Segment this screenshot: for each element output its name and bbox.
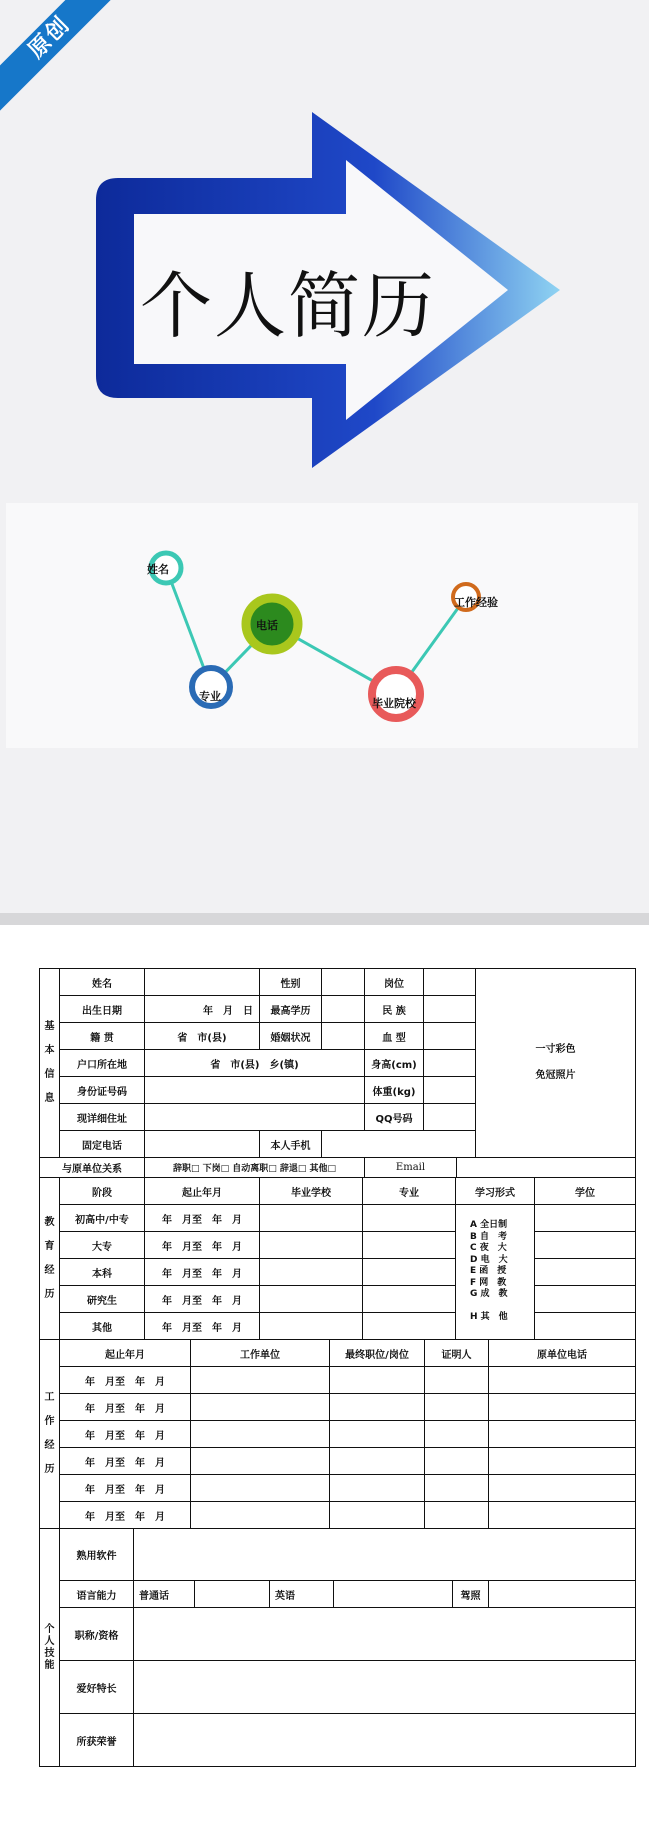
work-phone-4[interactable]	[489, 1448, 636, 1475]
work-title-3[interactable]	[330, 1421, 425, 1448]
bubble-school-label: 毕业院校	[372, 697, 416, 710]
work-header-company: 工作单位	[191, 1340, 330, 1367]
label-education: 最高学历	[260, 996, 322, 1023]
label-native: 籍 贯	[60, 1023, 145, 1050]
work-title-5[interactable]	[330, 1475, 425, 1502]
edu-stage-3: 本科	[60, 1259, 145, 1286]
original-badge: 原创	[0, 0, 128, 116]
work-header-period: 起止年月	[60, 1340, 191, 1367]
bubble-work-label: 工作经验	[454, 596, 498, 609]
work-phone-2[interactable]	[489, 1394, 636, 1421]
label-marital: 婚姻状况	[260, 1023, 322, 1050]
input-honors[interactable]	[134, 1714, 636, 1767]
label-hukou: 户口所在地	[60, 1050, 145, 1077]
edu-header-stage: 阶段	[60, 1178, 145, 1205]
work-title-2[interactable]	[330, 1394, 425, 1421]
edu-degree-4[interactable]	[535, 1286, 636, 1313]
input-native[interactable]: 省 市(县)	[145, 1023, 260, 1050]
skills-table	[39, 1528, 636, 1767]
label-language: 语言能力	[60, 1581, 134, 1608]
edu-form-options[interactable]: A 全日制 B 自 考 C 夜 大 D 电 大 E 函 授 F 网 教 G 成 教 H 其 他	[456, 1205, 535, 1340]
edu-school-4[interactable]	[260, 1286, 363, 1313]
edu-major-4[interactable]	[363, 1286, 456, 1313]
work-header-title: 最终职位/岗位	[330, 1340, 425, 1367]
input-name[interactable]	[145, 969, 260, 996]
work-phone-5[interactable]	[489, 1475, 636, 1502]
info-bubbles-graphic	[0, 503, 649, 753]
edu-period-4[interactable]: 年 月至 年 月	[145, 1286, 260, 1313]
resume-title: 个人简历	[140, 264, 437, 348]
work-company-1[interactable]	[191, 1367, 330, 1394]
input-height[interactable]	[424, 1050, 476, 1077]
work-period-6[interactable]: 年 月至 年 月	[60, 1502, 191, 1529]
work-title-4[interactable]	[330, 1448, 425, 1475]
bubble-name-label: 姓名	[147, 563, 169, 576]
label-gender: 性别	[260, 969, 322, 996]
edu-period-1[interactable]: 年 月至 年 月	[145, 1205, 260, 1232]
edu-major-1[interactable]	[363, 1205, 456, 1232]
edu-header-form: 学习形式	[456, 1178, 535, 1205]
work-reference-5[interactable]	[425, 1475, 489, 1502]
work-reference-1[interactable]	[425, 1367, 489, 1394]
work-period-5[interactable]: 年 月至 年 月	[60, 1475, 191, 1502]
relation-options[interactable]: 辞职□ 下岗□ 自动离职□ 辞退□ 其他□	[145, 1158, 365, 1178]
edu-period-2[interactable]: 年 月至 年 月	[145, 1232, 260, 1259]
work-header-reference: 证明人	[425, 1340, 489, 1367]
input-weight[interactable]	[424, 1077, 476, 1104]
edu-school-1[interactable]	[260, 1205, 363, 1232]
input-hobby[interactable]	[134, 1661, 636, 1714]
resume-form	[39, 968, 636, 1767]
input-qq[interactable]	[424, 1104, 476, 1131]
edu-stage-5: 其他	[60, 1313, 145, 1340]
label-position: 岗位	[365, 969, 424, 996]
edu-school-2[interactable]	[260, 1232, 363, 1259]
edu-major-5[interactable]	[363, 1313, 456, 1340]
bubble-major-label: 专业	[199, 690, 221, 703]
input-mandarin[interactable]	[195, 1581, 270, 1608]
edu-header-major: 专业	[363, 1178, 456, 1205]
work-company-5[interactable]	[191, 1475, 330, 1502]
work-company-6[interactable]	[191, 1502, 330, 1529]
label-mobile: 本人手机	[260, 1131, 322, 1158]
input-email[interactable]	[457, 1158, 636, 1178]
work-phone-6[interactable]	[489, 1502, 636, 1529]
work-period-3[interactable]: 年 月至 年 月	[60, 1421, 191, 1448]
input-education[interactable]	[322, 996, 365, 1023]
work-period-4[interactable]: 年 月至 年 月	[60, 1448, 191, 1475]
label-mandarin: 普通话	[134, 1581, 195, 1608]
label-birth: 出生日期	[60, 996, 145, 1023]
edu-header-school: 毕业学校	[260, 1178, 363, 1205]
label-height: 身高(cm)	[365, 1050, 424, 1077]
work-reference-4[interactable]	[425, 1448, 489, 1475]
bubble-phone-label: 电话	[256, 619, 278, 632]
education-table	[39, 1177, 636, 1340]
label-blood: 血 型	[365, 1023, 424, 1050]
label-hobby: 爱好特长	[60, 1661, 134, 1714]
edu-major-2[interactable]	[363, 1232, 456, 1259]
work-title-6[interactable]	[330, 1502, 425, 1529]
input-title[interactable]	[134, 1608, 636, 1661]
label-qq: QQ号码	[365, 1104, 424, 1131]
edu-period-5[interactable]: 年 月至 年 月	[145, 1313, 260, 1340]
edu-degree-1[interactable]	[535, 1205, 636, 1232]
edu-major-3[interactable]	[363, 1259, 456, 1286]
label-honors: 所获荣誉	[60, 1714, 134, 1767]
edu-degree-3[interactable]	[535, 1259, 636, 1286]
input-id[interactable]	[145, 1077, 365, 1104]
label-email: Email	[365, 1158, 457, 1178]
edu-period-3[interactable]: 年 月至 年 月	[145, 1259, 260, 1286]
edu-degree-2[interactable]	[535, 1232, 636, 1259]
section-skills-label: 个 人 技 能	[40, 1529, 60, 1767]
edu-stage-2: 大专	[60, 1232, 145, 1259]
input-address[interactable]	[145, 1104, 365, 1131]
label-id: 身份证号码	[60, 1077, 145, 1104]
photo-box[interactable]: 一寸彩色 免冠照片	[476, 969, 636, 1158]
work-period-2[interactable]: 年 月至 年 月	[60, 1394, 191, 1421]
input-blood[interactable]	[424, 1023, 476, 1050]
input-marital[interactable]	[322, 1023, 365, 1050]
basic-info-table	[39, 968, 636, 1158]
edu-header-period: 起止年月	[145, 1178, 260, 1205]
work-reference-2[interactable]	[425, 1394, 489, 1421]
work-company-3[interactable]	[191, 1421, 330, 1448]
label-phone: 固定电话	[60, 1131, 145, 1158]
input-hukou[interactable]: 省 市(县) 乡(镇)	[145, 1050, 365, 1077]
work-reference-6[interactable]	[425, 1502, 489, 1529]
edu-degree-5[interactable]	[535, 1313, 636, 1340]
work-phone-3[interactable]	[489, 1421, 636, 1448]
label-address: 现详细住址	[60, 1104, 145, 1131]
label-license: 驾照	[453, 1581, 489, 1608]
section-divider	[0, 913, 649, 925]
section-basic-label: 基 本 信 息	[40, 969, 60, 1158]
label-software: 熟用软件	[60, 1529, 134, 1581]
label-ethnic: 民 族	[365, 996, 424, 1023]
label-relation: 与原单位关系	[40, 1158, 145, 1178]
label-weight: 体重(kg)	[365, 1077, 424, 1104]
edu-school-3[interactable]	[260, 1259, 363, 1286]
relation-table	[39, 1157, 636, 1178]
label-name: 姓名	[60, 969, 145, 996]
input-license[interactable]	[489, 1581, 636, 1608]
input-gender[interactable]	[322, 969, 365, 996]
work-reference-3[interactable]	[425, 1421, 489, 1448]
input-position[interactable]	[424, 969, 476, 996]
label-title: 职称/资格	[60, 1608, 134, 1661]
section-education-label: 教 育 经 历	[40, 1178, 60, 1340]
input-english[interactable]	[334, 1581, 453, 1608]
work-header-phone: 原单位电话	[489, 1340, 636, 1367]
work-company-4[interactable]	[191, 1448, 330, 1475]
input-phone[interactable]	[145, 1131, 260, 1158]
section-work-label: 工 作 经 历	[40, 1340, 60, 1529]
work-company-2[interactable]	[191, 1394, 330, 1421]
work-phone-1[interactable]	[489, 1367, 636, 1394]
edu-header-degree: 学位	[535, 1178, 636, 1205]
edu-stage-1: 初高中/中专	[60, 1205, 145, 1232]
input-software[interactable]	[134, 1529, 636, 1581]
work-period-1[interactable]: 年 月至 年 月	[60, 1367, 191, 1394]
work-table	[39, 1339, 636, 1529]
edu-school-5[interactable]	[260, 1313, 363, 1340]
label-english: 英语	[270, 1581, 334, 1608]
input-birth[interactable]: 年 月 日	[145, 996, 260, 1023]
work-title-1[interactable]	[330, 1367, 425, 1394]
edu-stage-4: 研究生	[60, 1286, 145, 1313]
input-ethnic[interactable]	[424, 996, 476, 1023]
cover	[0, 0, 649, 920]
input-mobile[interactable]	[322, 1131, 476, 1158]
